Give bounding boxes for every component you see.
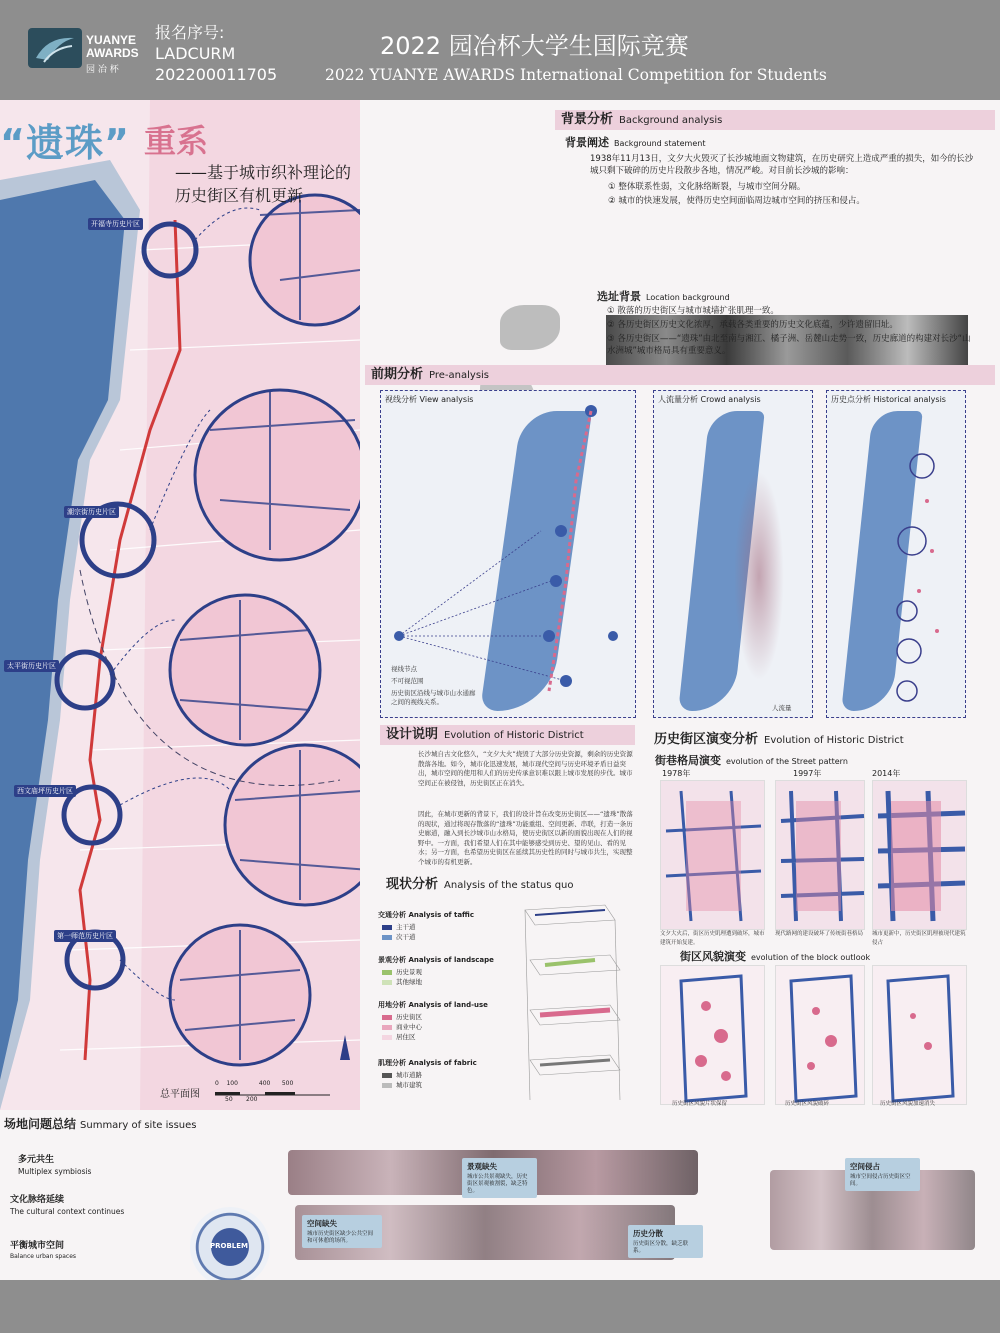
fabric-building: 城市建筑 bbox=[382, 1080, 422, 1089]
title-cn: 2022 园冶杯大学生国际竞赛 bbox=[380, 32, 689, 60]
logo-sub: 园 冶 杯 bbox=[86, 65, 119, 75]
loc-point1: ① 散落的历史街区与城市城墙扩张肌理一致。 bbox=[607, 306, 779, 316]
callout-encroach: 空间侵占 城市空间侵占历史街区空间。 bbox=[845, 1158, 920, 1191]
block-note-2: 历史街区风貌破碎 bbox=[785, 1101, 830, 1107]
fabric-title: 肌理分析 Analysis of fabric bbox=[378, 1059, 477, 1067]
design-p2: 因此，在城市更新的背景下，我们的设计旨在改变历史街区——“遗珠”散落的现状，通过将现存散落的“遗珠”功能重组、空间更新、串联，打造一条历史廊道，融入到长沙城市山水格局，使历史街区以新的面貌出现在人们的视野中。一方面，我们希望人们在其中能够感受到历史、望的见山、看的见水；另一方面，也希望历史街区在延续其历史性的同时与城市共生，实现整个城市的有机更新。 bbox=[418, 810, 633, 866]
status-legend bbox=[378, 900, 508, 1105]
design-head: 设计说明 Evolution of Historic District bbox=[380, 725, 635, 745]
callout-landscape: 景观缺失 城市公共景观缺失，历史街区景观被割裂，缺乏特色。 bbox=[462, 1158, 537, 1198]
traffic-sub: 次干道 bbox=[382, 932, 416, 941]
site-head: 场地问题总结 Summary of site issues bbox=[4, 1117, 197, 1131]
street-note-3: 城市更新中，历史街区肌理被现代建筑侵占 bbox=[872, 931, 966, 946]
landscape-hist: 历史景观 bbox=[382, 967, 422, 976]
poster-title: “遗珠” bbox=[0, 121, 130, 165]
street-map-1997 bbox=[775, 780, 865, 930]
crowd-label: 人流量分析 Crowd analysis bbox=[658, 395, 761, 404]
master-plan-map bbox=[0, 100, 360, 1110]
block-map-2 bbox=[775, 965, 865, 1105]
street-note-1: 文夕大火后，街区历史肌理遭到破坏，城市建筑开始复建。 bbox=[660, 931, 765, 946]
evolution-head: 历史街区演变分析 Evolution of Historic District bbox=[654, 732, 904, 747]
fabric-road: 城市道路 bbox=[382, 1070, 422, 1079]
reg-code: LADCURM bbox=[155, 44, 236, 63]
street-map-1978 bbox=[660, 780, 765, 930]
street-head: 街巷格局演变 evolution of the Street pattern bbox=[655, 754, 848, 767]
block-head: 街区风貌演变 evolution of the block outlook bbox=[680, 950, 871, 963]
china-map bbox=[500, 305, 560, 350]
statement-point1: ① 整体联系性弱，文化脉络断裂，与城市空间分隔。 bbox=[608, 182, 806, 192]
landuse-residence: 居住区 bbox=[382, 1032, 416, 1041]
registration bbox=[155, 22, 277, 85]
callout-lack: 空间缺失 城市历史街区缺少公共空间和可休憩的场所。 bbox=[302, 1215, 382, 1248]
header bbox=[0, 0, 1000, 100]
block-map-1 bbox=[660, 965, 765, 1105]
landscape-title: 景观分析 Analysis of landscape bbox=[378, 956, 494, 964]
view-lines bbox=[381, 391, 637, 719]
view-note: 历史街区沿线与城市山水通廊之间的视线关系。 bbox=[391, 689, 476, 706]
poster-subtitle: ——基于城市织补理论的历史街区有机更新 bbox=[175, 163, 352, 205]
crowd-panel bbox=[653, 390, 813, 718]
landscape-other: 其他绿地 bbox=[382, 977, 422, 986]
view-panel bbox=[380, 390, 636, 718]
district-label: 西文庙坪历史片区 bbox=[14, 785, 76, 797]
loc-point2: ② 各历史街区历史文化浓厚，承载各类重要的历史文化底蕴，少许遗留旧址。 bbox=[607, 320, 898, 330]
landuse-commerce: 商业中心 bbox=[382, 1022, 422, 1031]
status-head: 现状分析 Analysis of the status quo bbox=[386, 877, 574, 892]
location-head: 选址背景 Location background bbox=[597, 290, 730, 303]
design-p1: 长沙城自古文化悠久，“文夕大火”烧毁了大部分历史资源，剩余的历史资源散落各地。如今，城市化迅速发展，城市现代空间与历史环境矛盾日益突出，城市空间的使用和人们的历史传承意识难以跟上城市发展的步伐。城市空间正在被侵蚀，历史街区正在消失。 bbox=[418, 750, 633, 787]
view-legend-invisible: 不可视范围 bbox=[391, 677, 424, 685]
view-legend-node: 视线节点 bbox=[391, 665, 417, 673]
district-label: 潮宗街历史片区 bbox=[64, 506, 119, 518]
site-summary bbox=[0, 1110, 1000, 1280]
issue-symbiosis: 多元共生 Multiplex symbiosis bbox=[18, 1155, 92, 1176]
landuse-hist: 历史街区 bbox=[382, 1012, 422, 1021]
reg-number: 202200011705 bbox=[155, 65, 278, 84]
loc-point3: ③ 各历史街区——“遗珠”由北至南与湘江、橘子洲、岳麓山走势一致，历史廊道的构建对长沙“山水洲城”城市格局具有重要意义。 bbox=[607, 334, 971, 356]
scale-sub: 50 200 bbox=[225, 1096, 258, 1103]
logo-text: YUANYE AWARDS bbox=[86, 33, 139, 60]
statement-text: 1938年11月13日，文夕大火毁灭了长沙城地面文物建筑，在历史研究上造成严重的损失，如今的长沙城只剩下破碎的历史片段散步各地，情况严峻。对目前长沙城的影响： bbox=[590, 154, 974, 176]
traffic-title: 交通分析 Analysis of taffic bbox=[378, 911, 475, 919]
year-1978: 1978年 bbox=[662, 769, 691, 778]
block-map-3 bbox=[872, 965, 967, 1105]
title-en: 2022 YUANYE AWARDS International Competition for Students bbox=[325, 66, 827, 84]
district-label: 第一师范历史片区 bbox=[54, 930, 116, 942]
crowd-heat bbox=[734, 471, 784, 681]
landuse-title: 用地分析 Analysis of land-use bbox=[378, 1001, 488, 1009]
street-note-2: 现代路网的建设破坏了传统街巷格局 bbox=[775, 931, 864, 937]
year-1997: 1997年 bbox=[793, 769, 822, 778]
block-note-3: 历史街区风貌加速消失 bbox=[880, 1101, 936, 1107]
logo bbox=[28, 28, 146, 84]
statement-head: 背景阐述 Background statement bbox=[565, 136, 706, 149]
scale-bar: 0 100 400 500 bbox=[215, 1080, 294, 1087]
view-label: 视线分析 View analysis bbox=[385, 395, 474, 404]
issue-context: 文化脉络延续 The cultural context continues bbox=[10, 1195, 125, 1216]
hist-label: 历史点分析 Historical analysis bbox=[831, 395, 946, 404]
problem-label: PROBLEM bbox=[210, 1242, 249, 1250]
district-label: 开福寺历史片区 bbox=[88, 218, 143, 230]
footer-bar bbox=[0, 1280, 1000, 1333]
logo-mark-icon bbox=[28, 28, 82, 68]
callout-scatter: 历史分散 历史街区分散，缺乏联系。 bbox=[628, 1225, 703, 1258]
plan-label: 总平面图 bbox=[160, 1089, 200, 1100]
reg-label: 报名序号: bbox=[155, 23, 225, 42]
pre-head: 前期分析 Pre-analysis bbox=[365, 365, 995, 385]
poster-body bbox=[0, 100, 1000, 1280]
status-layers bbox=[515, 900, 625, 1110]
block-note-1: 历史街区风貌片状保留 bbox=[672, 1101, 728, 1107]
hist-panel bbox=[826, 390, 966, 718]
crowd-legend: 人流量 bbox=[772, 704, 792, 712]
street-map-2014 bbox=[872, 780, 967, 930]
poster-title-2: 重系 bbox=[144, 122, 209, 160]
district-label: 太平街历史片区 bbox=[4, 660, 59, 672]
statement-point2: ② 城市的快速发展，使得历史空间面临周边城市空间的挤压和侵占。 bbox=[608, 196, 865, 206]
year-2014: 2014年 bbox=[872, 769, 901, 778]
traffic-main: 主干道 bbox=[382, 922, 416, 931]
background-head: 背景分析 Background analysis bbox=[555, 110, 995, 130]
hist-points bbox=[827, 391, 967, 719]
master-plan bbox=[0, 100, 360, 1110]
issue-balance: 平衡城市空间 Balance urban spaces bbox=[10, 1241, 77, 1260]
